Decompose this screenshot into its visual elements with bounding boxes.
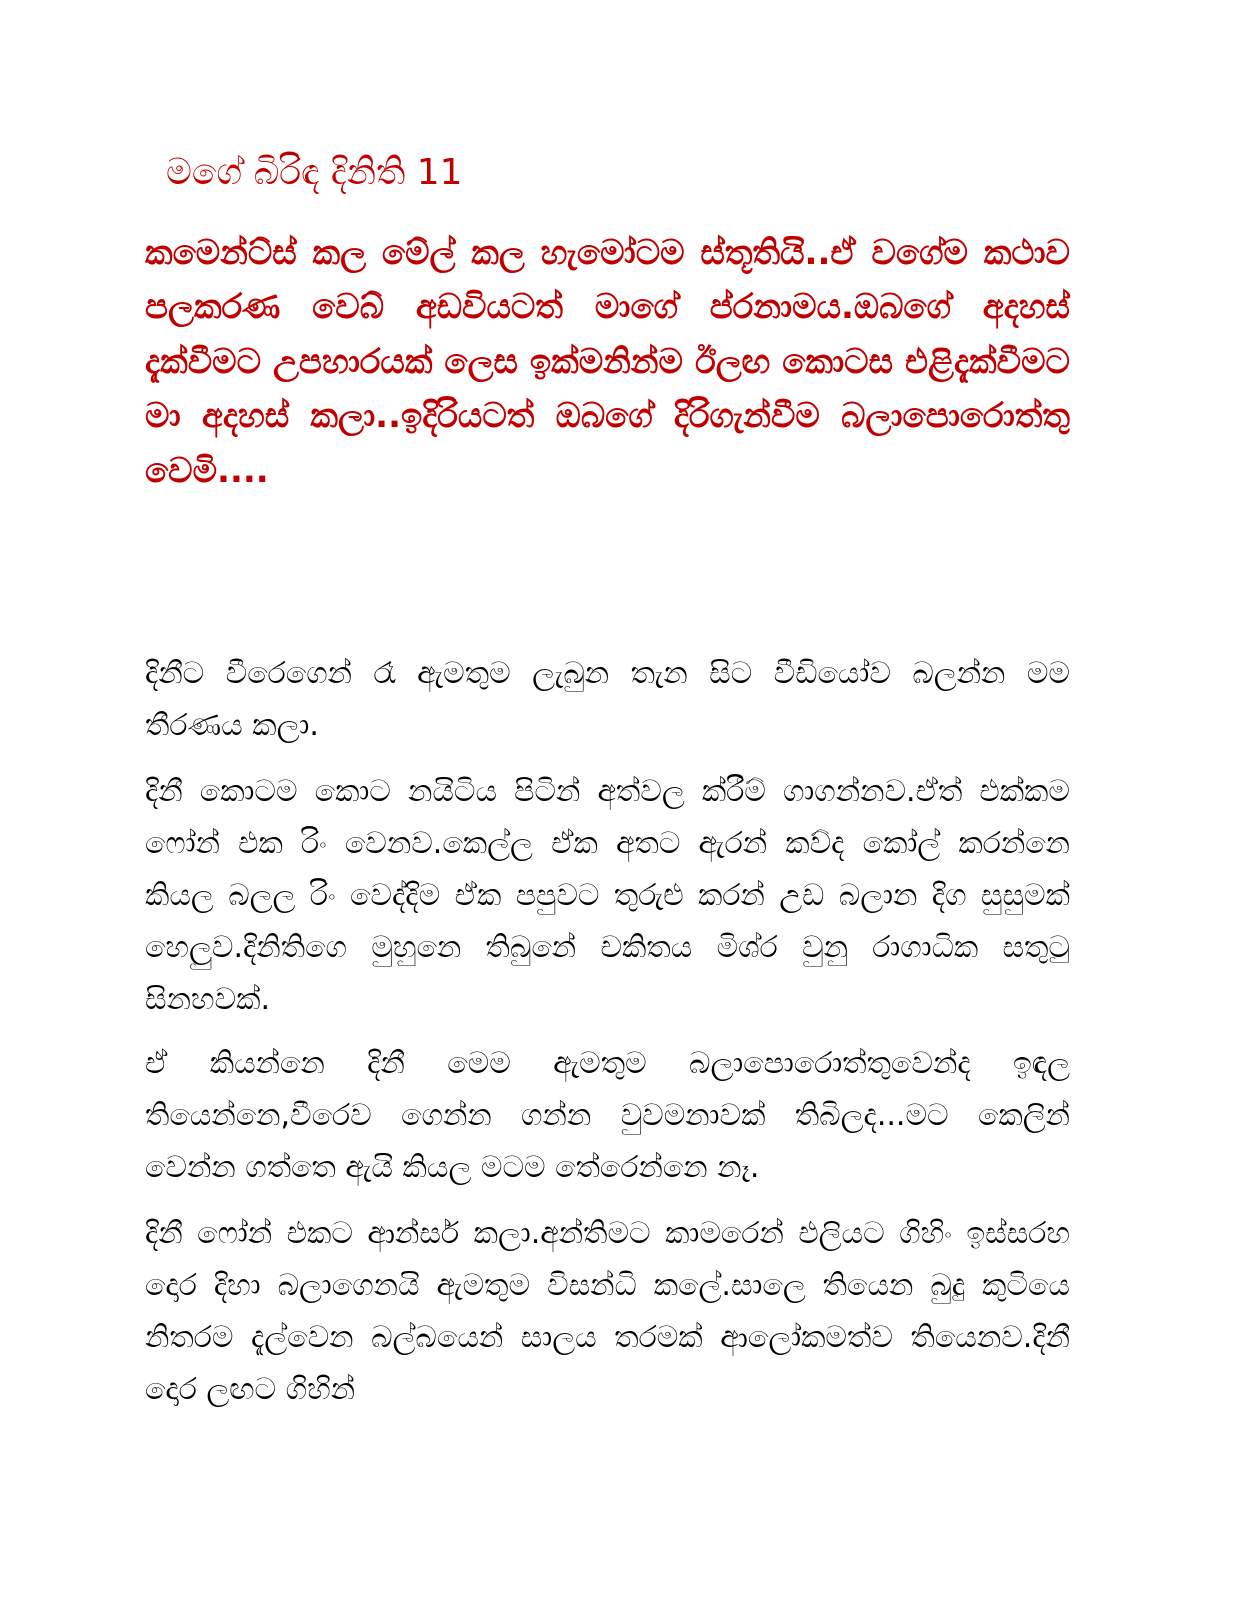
story-paragraph: දිනීට වීරෙගෙන් රෑ ඇමතුම ලැබුන තැන සිට වීඩියෝව බලන්න මම තීරණය කලා. (145, 656, 1070, 743)
story-paragraph: ඒ කියන්නෙ දිනී මෙම ඇමතුම බලාපොරොත්තුවෙන්ද ඉඳල තියෙන්නෙ,වීරෙව ගෙන්න ගන්න වුවමනාවක් තිබිලද...මට කෙලින් වෙන්න ගත්තෙ ඇයි කියල මටම තේරෙන්නෙ නෑ. (145, 1046, 1070, 1185)
story-paragraph: දිනී කොටම කොට නයිටිය පිටින් අත්වල ක්රීම් ගාගන්නව.ඒත් එක්කම ෆෝන් එක රිං වෙනව.කෙල්ල ඒක අතට ඇරන් කව්ද කෝල් කරන්නෙ කියල බලල රිං වෙද්දිම ඒක පපුවට තුරුළු කරන් උඩ බලාන දිග සුසුමක් හෙලුව.දිනිතිගෙ මුහුනෙ තිබුනේ චකිතය මිශ්ර වුනු රාගාධික සතුටු සිනහවක්. (145, 774, 1070, 1017)
story-paragraph: දිනී ෆෝන් එකට ආන්සර් කලා.අන්තිමට කාමරෙන් එලියට ගිහිං ඉස්සරහ දොර දිහා බලාගෙනයි ඇමතුම විසන්ධි කලේ.සාලෙ තියෙන බුදු කුටියෙ නිතරම දැල්වෙන බල්බයෙන් සාලය තරමක් ආලෝකමත්ව තියෙනව.දිනී දොර ලඟට ගිහින් (145, 1216, 1070, 1407)
author-note: කමෙන්ට්ස් කල මේල් කල හැමෝටම ස්තූතියි..ඒ වගේම කථාව පලකරණ වෙබ් අඩවියටත් මාගේ ප්රනාමය.ඔබගේ අදහස් දැක්වීමට උපහාරයක් ලෙස ඉක්මනින්ම ඊලඟ කොටස එළිදැක්වීමට මා අදහස් කලා..ඉදිරියටත් ඔබගේ දිරිගැන්වීම බලාපොරොත්තු වෙමි.... (145, 233, 1070, 491)
story-title: මගේ බිරිඳ දිනිති 11 (166, 152, 463, 193)
